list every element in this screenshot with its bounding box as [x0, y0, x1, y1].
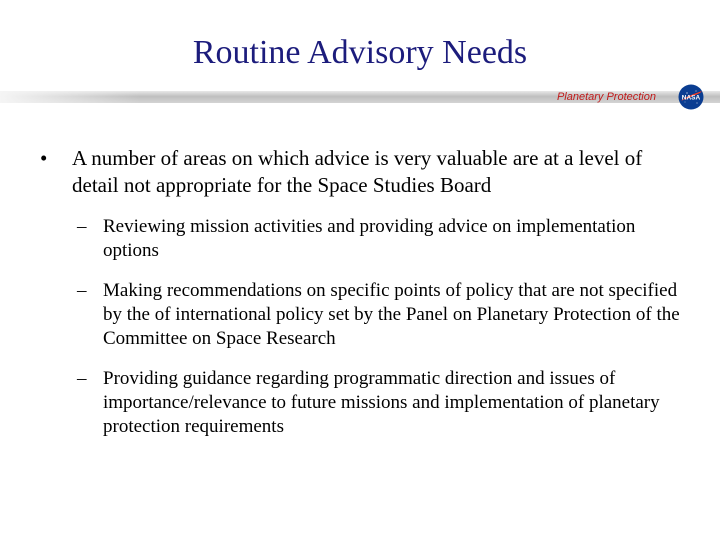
main-bullet-text: A number of areas on which advice is very valuable are at a level of detail not appropriate for the Space Studies Board: [72, 146, 643, 197]
sub-bullet-text: Reviewing mission activities and providing advice on implementation options: [103, 216, 636, 261]
logo-wordmark: NASA: [681, 94, 701, 102]
sub-bullet-text: Providing guidance regarding programmatic direction and issues of importance/relevance to future missions and implementation of planetary protection requirements: [103, 368, 660, 437]
sub-bullet-item: [77, 367, 690, 439]
sub-bullet-text: Making recommendations on specific points of policy that are not specified by the of international policy set by the Panel on Planetary Protection of the Committee on Space Research: [103, 280, 680, 349]
slide-content: [40, 145, 690, 455]
dash-marker: –: [77, 368, 87, 389]
dash-marker: –: [77, 280, 87, 301]
header-subtitle: Planetary Protection: [556, 91, 656, 103]
sub-bullet-item: [77, 215, 690, 263]
bullet-marker: •: [40, 146, 48, 170]
dash-marker: –: [77, 216, 87, 237]
nasa-logo-icon: [678, 84, 704, 110]
main-bullet: [40, 145, 690, 199]
slide-title: Routine Advisory Needs: [192, 34, 528, 71]
sub-bullet-item: [77, 279, 690, 351]
sub-bullet-list: [40, 215, 690, 439]
header-divider-highlight: [0, 91, 140, 103]
